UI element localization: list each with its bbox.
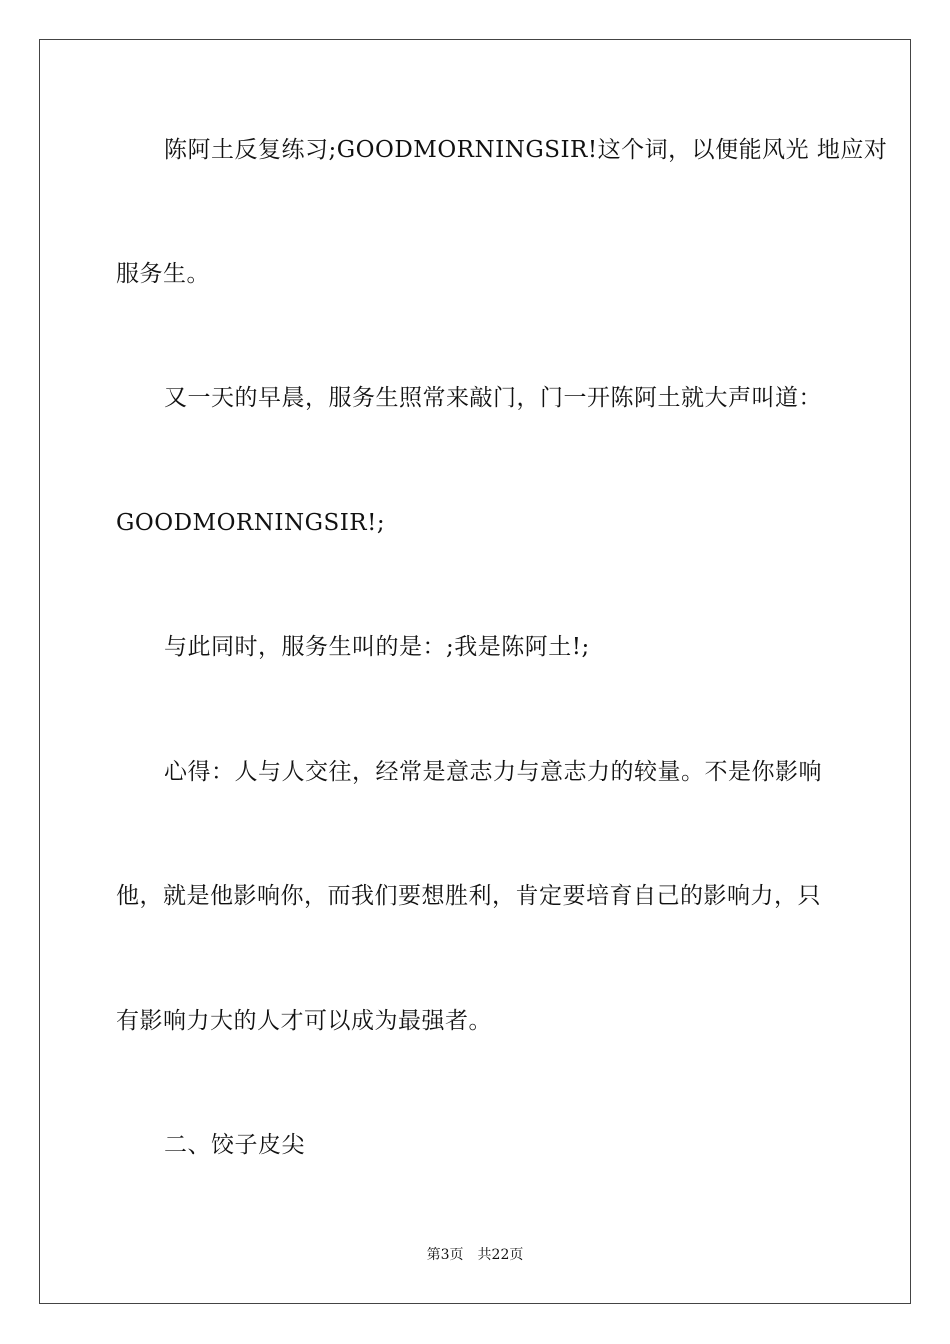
page-border	[39, 39, 911, 1304]
section-heading: 二、饺子皮尖	[164, 1132, 305, 1158]
body-text-line: 心得：人与人交往，经常是意志力与意志力的较量。不是你影响	[164, 759, 822, 785]
body-text-line: 他，就是他影响你，而我们要想胜利，肯定要培育自己的影响力，只	[116, 883, 821, 909]
page-number: 第3页	[426, 1247, 464, 1263]
body-text-line: 又一天的早晨，服务生照常来敲门，门一开陈阿土就大声叫道：	[164, 385, 822, 411]
body-text-line: 陈阿土反复练习;GOODMORNINGSIR!这个词，以便能风光 地应对	[164, 137, 888, 163]
body-text-line: 有影响力大的人才可以成为最强者。	[116, 1008, 492, 1034]
body-text-line: 服务生。	[116, 261, 210, 287]
body-text-line: GOODMORNINGSIR!;	[116, 510, 386, 536]
page-footer	[0, 1246, 950, 1264]
page-total: 共22页	[477, 1247, 524, 1263]
body-text-line: 与此同时，服务生叫的是：;我是陈阿土!;	[164, 634, 590, 660]
